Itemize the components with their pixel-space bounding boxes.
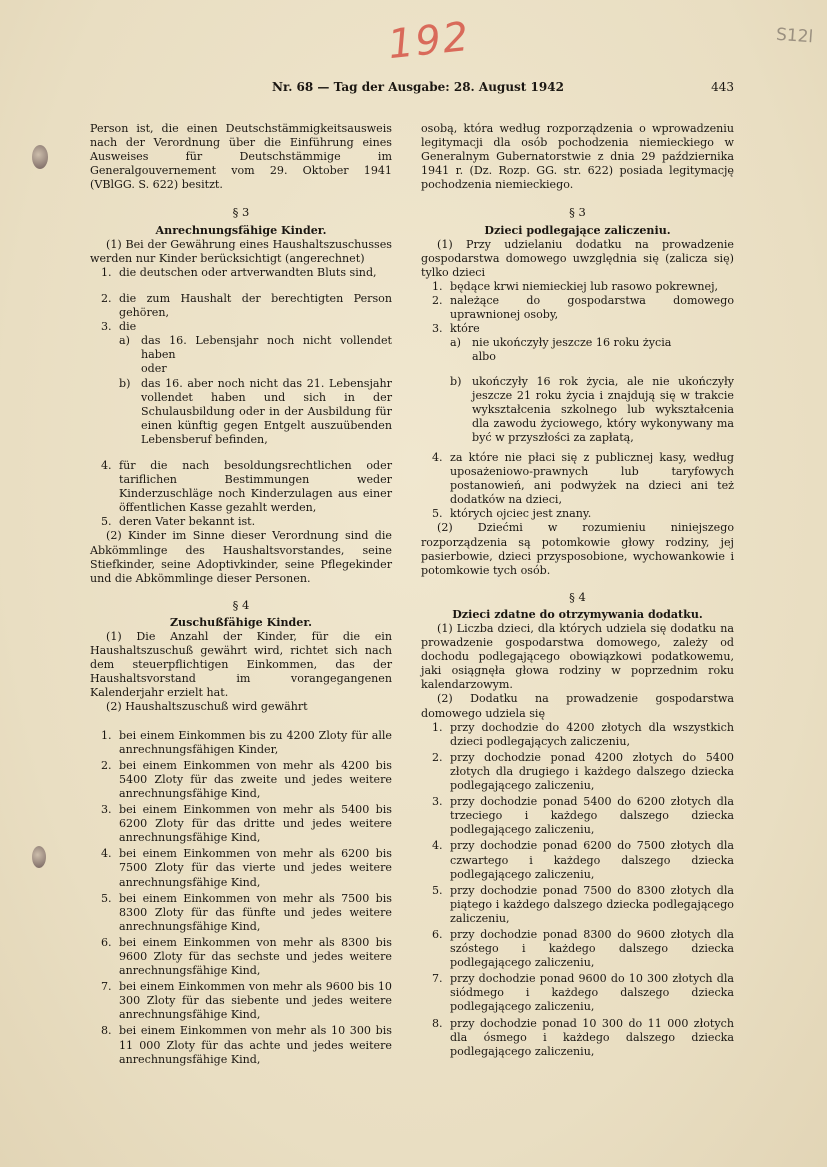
item-text: przy dochodzie ponad 8300 do 9600 złotych dla szóstego i każdego dalszego dziecka podlegającego zaliczeniu, <box>450 927 734 970</box>
item-text: przy dochodzie ponad 7500 do 8300 złotych dla piątego i każdego dalszego dziecka podlegającego zaliczeniu, <box>450 883 734 925</box>
section-number: § 3 <box>232 205 250 220</box>
item-number: 2. <box>101 758 112 772</box>
item-number: 1. <box>432 720 443 734</box>
item-text: bei einem Einkommen bis zu 4200 Zloty für alle anrechnungsfähigen Kinder, <box>119 728 392 756</box>
sub-item-text: nie ukończyły jeszcze 16 roku życia <box>472 336 672 350</box>
conjunction: albo <box>472 350 496 364</box>
list-item <box>421 1017 734 1059</box>
item-text: przy dochodzie ponad 10 300 do 11 000 złotych dla ósmego i każdego dalszego dziecka podlegającego zaliczeniu, <box>450 1016 734 1058</box>
item-number: 4. <box>101 458 112 472</box>
list-item <box>90 292 392 320</box>
list-item <box>90 892 392 934</box>
item-text: które <box>450 322 480 336</box>
list-item <box>421 884 734 926</box>
paragraph: (2) Dodatku na prowadzenie gospodarstwa domowego udziela się <box>421 692 734 720</box>
item-number: 4. <box>432 450 443 464</box>
sub-item <box>421 375 734 445</box>
list-item <box>421 294 734 322</box>
sub-item-letter: a) <box>119 334 130 348</box>
list-item <box>421 322 734 336</box>
page-header <box>272 80 734 94</box>
list-item <box>421 751 734 793</box>
list-item <box>90 759 392 801</box>
sub-item-letter: b) <box>450 374 462 388</box>
list-item <box>421 795 734 837</box>
section-title: Dzieci zdatne do otrzymywania dodatku. <box>452 607 703 621</box>
list-item <box>90 847 392 889</box>
sub-item-text: das 16. Lebensjahr noch nicht vollendet haben <box>141 334 392 362</box>
list-item <box>90 980 392 1022</box>
item-text: przy dochodzie do 4200 złotych dla wszystkich dzieci podlegających zaliczeniu, <box>450 720 734 748</box>
item-text: będące krwi niemieckiej lub rasowo pokrewnej, <box>450 279 719 293</box>
paragraph: (2) Kinder im Sinne dieser Verordnung sind die Abkömmlinge des Haushaltsvorstandes, seine Stiefkinder, seine Adoptivkinder, seine Pflegekinder und die Abkömmlinge dieser Personen. <box>90 529 392 585</box>
german-column <box>90 122 392 1067</box>
item-text: deren Vater bekannt ist. <box>119 515 256 529</box>
punch-hole-bottom <box>32 846 46 868</box>
item-number: 2. <box>432 294 443 308</box>
sub-item <box>421 336 734 350</box>
item-number: 2. <box>432 750 443 764</box>
sub-item <box>90 334 392 362</box>
paragraph: (1) Przy udzielaniu dodatku na prowadzenie gospodarstwa domowego uwzględnia się (zalicza się) tylko dzieci <box>421 237 734 279</box>
item-number: 5. <box>101 515 112 529</box>
list-item <box>421 451 734 507</box>
section-number: § 4 <box>232 597 250 612</box>
list-item <box>421 721 734 749</box>
sub-item-text: das 16. aber noch nicht das 21. Lebensjahr vollendet haben und sich in der Schulausbildung oder in der Ausbildung für einen künftig gegen Entgelt auszuübenden Lebensberuf befinden, <box>141 376 392 446</box>
issue-line: Nr. 68 — Tag der Ausgabe: 28. August 1942 <box>272 80 564 94</box>
item-number: 6. <box>432 927 443 941</box>
paragraph: (1) Bei der Gewährung eines Haushaltszuschusses werden nur Kinder berücksichtigt (angerechnet) <box>90 237 392 265</box>
item-number: 1. <box>101 728 112 742</box>
page-number: 443 <box>711 80 734 94</box>
list-item <box>90 320 392 334</box>
list-item <box>90 459 392 515</box>
item-text: bei einem Einkommen von mehr als 10 300 bis 11 000 Zloty für das achte und jedes weitere anrechnungsfähige Kind, <box>119 1024 392 1066</box>
item-number: 6. <box>101 935 112 949</box>
sub-item-text: ukończyły 16 rok życia, ale nie ukończyły jeszcze 21 roku życia i znajdują się w trakcie wykształcenia szkolnego lub wykształcenia dla zawodu życiowego, który wykonywany ma być w przyszłości za zapłatą, <box>472 374 734 444</box>
intro-text: osobą, która według rozporządzenia o wprowadzeniu legitymacji dla osób pochodzenia niemieckiego w Generalnym Gubernatorstwie z dnia 29 października 1941 r. (Dz. Rozp. GG. str. 622) posiada legitymację pochodzenia niemieckiego. <box>421 122 734 192</box>
item-text: należące do gospodarstwa domowego uprawnionej osoby, <box>450 294 734 322</box>
item-text: przy dochodzie ponad 5400 do 6200 złotych dla trzeciego i każdego dalszego dziecka podlegającego zaliczeniu, <box>450 795 734 837</box>
item-number: 7. <box>101 980 112 994</box>
sub-item-letter: a) <box>450 336 461 350</box>
item-text: die <box>119 320 137 334</box>
list-item <box>90 729 392 757</box>
list-item <box>90 803 392 845</box>
item-number: 8. <box>101 1024 112 1038</box>
item-number: 5. <box>101 891 112 905</box>
item-text: die deutschen oder artverwandten Bluts sind, <box>119 265 377 279</box>
section-title: Anrechnungsfähige Kinder. <box>155 223 327 237</box>
item-number: 2. <box>101 291 112 305</box>
item-text: przy dochodzie ponad 4200 złotych do 5400 złotych dla drugiego i każdego dalszego dziecka podlegającego zaliczeniu, <box>450 750 734 793</box>
item-number: 3. <box>432 795 443 809</box>
polish-column <box>421 122 734 1059</box>
list-item <box>90 515 392 529</box>
item-text: bei einem Einkommen von mehr als 9600 bis 10 300 Zloty für das siebente und jedes weitere anrechnungsfähige Kind, <box>119 980 392 1022</box>
item-text: bei einem Einkommen von mehr als 4200 bis 5400 Zloty für das zweite und jedes weitere anrechnungsfähige Kind, <box>119 758 392 800</box>
item-number: 4. <box>432 839 443 853</box>
list-item <box>90 1024 392 1066</box>
income-list <box>90 729 392 1067</box>
conjunction: oder <box>141 362 167 376</box>
paragraph: (2) Haushaltszuschuß wird gewährt <box>106 700 308 714</box>
paragraph: (1) Die Anzahl der Kinder, für die ein Haushaltszuschuß gewährt wird, richtet sich nach dem steuerpflichtigen Einkommen, das der Haushaltsvorstand im vorangegangenen Kalenderjahr erzielt hat. <box>90 630 392 700</box>
list-item <box>421 507 734 521</box>
item-number: 3. <box>101 803 112 817</box>
punch-hole-top <box>32 145 48 169</box>
item-text: für die nach besoldungsrechtlichen oder tariflichen Bestimmungen weder Kinderzuschläge noch Kinderzulagen aus einer öffentlichen Kasse gezahlt werden, <box>119 458 392 515</box>
item-text: die zum Haushalt der berechtigten Person gehören, <box>119 291 392 320</box>
item-text: bei einem Einkommen von mehr als 7500 bis 8300 Zloty für das fünfte und jedes weitere anrechnungsfähige Kind, <box>119 891 392 933</box>
income-list <box>421 721 734 1059</box>
item-text: za które nie płaci się z publicznej kasy, według uposażeniowo-prawnych lub taryfowych postanowień, ani podwyżek na dzieci ani też dodatków na dzieci, <box>450 450 734 507</box>
sub-item-letter: b) <box>119 376 131 390</box>
paragraph: (2) Dziećmi w rozumieniu niniejszego rozporządzenia są potomkowie głowy rodziny, jej pasierbowie, dzieci przysposobione, wychowankowie i potomkowie tych osób. <box>421 521 734 577</box>
item-number: 1. <box>432 279 443 293</box>
item-text: bei einem Einkommen von mehr als 6200 bis 7500 Zloty für das vierte und jedes weitere anrechnungsfähige Kind, <box>119 847 392 889</box>
section-title: Dzieci podlegające zaliczeniu. <box>484 223 671 237</box>
item-text: których ojciec jest znany. <box>450 507 592 521</box>
item-number: 7. <box>432 972 443 986</box>
section-number: § 3 <box>569 205 586 220</box>
item-text: przy dochodzie ponad 6200 do 7500 złotych dla czwartego i każdego dalszego dziecka podlegającego zaliczeniu, <box>450 839 734 881</box>
intro-text: Person ist, die einen Deutschstämmigkeitsausweis nach der Verordnung über die Einführung eines Ausweises für Deutschstämmige im Generalgouvernement vom 29. Oktober 1941 (VBlGG. S. 622) besitzt. <box>90 122 392 192</box>
list-item <box>421 280 734 294</box>
item-text: bei einem Einkommen von mehr als 8300 bis 9600 Zloty für das sechste und jedes weitere anrechnungsfähige Kind, <box>119 935 392 978</box>
item-text: przy dochodzie ponad 9600 do 10 300 złotych dla siódmego i każdego dalszego dziecka podlegającego zaliczeniu, <box>450 972 734 1014</box>
list-item <box>90 266 392 280</box>
item-number: 3. <box>101 320 112 334</box>
item-number: 8. <box>432 1016 443 1030</box>
item-number: 5. <box>432 883 443 897</box>
paragraph: (1) Liczba dzieci, dla których udziela się dodatku na prowadzenie gospodarstwa domowego, zależy od dochodu podlegającego obowiązkowi podatkowemu, jaki osiągnęła głowa rodziny w poprzednim roku kalendarzowym. <box>421 622 734 692</box>
item-number: 3. <box>432 322 443 336</box>
item-number: 5. <box>432 507 443 521</box>
list-item <box>421 928 734 970</box>
section-number: § 4 <box>569 589 586 604</box>
list-item <box>90 936 392 978</box>
item-number: 4. <box>101 847 112 861</box>
handwritten-page-number: 192 <box>385 13 473 69</box>
pencil-mark: S12l <box>775 24 814 48</box>
item-text: bei einem Einkommen von mehr als 5400 bis 6200 Zloty für das dritte und jedes weitere anrechnungsfähige Kind, <box>119 803 392 845</box>
item-number: 1. <box>101 265 112 279</box>
list-item <box>421 972 734 1014</box>
list-item <box>421 839 734 881</box>
sub-item <box>90 377 392 447</box>
section-title: Zuschußfähige Kinder. <box>169 615 313 629</box>
